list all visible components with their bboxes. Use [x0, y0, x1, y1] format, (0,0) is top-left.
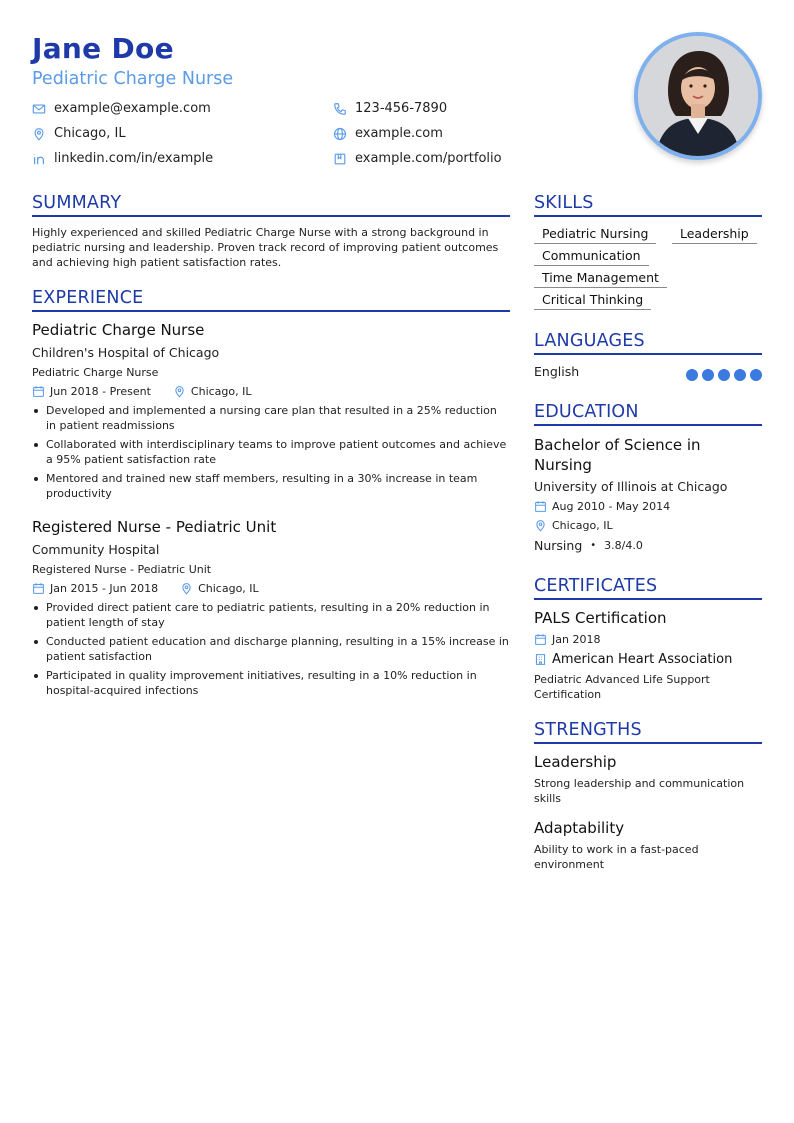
globe-icon	[333, 127, 347, 141]
contact-phone[interactable]	[333, 101, 447, 116]
certificate-description: Pediatric Advanced Life Support Certification	[534, 673, 710, 701]
summary-text: Highly experienced and skilled Pediatric Charge Nurse with a strong background in pediatric nursing and leadership. Proven track record of improving patient outcomes and achieving high patient satisfaction rates.	[32, 226, 499, 269]
contact-portfolio[interactable]	[333, 151, 502, 166]
bookmark-icon	[333, 152, 347, 166]
strength-text: Ability to work in a fast-paced environment	[534, 843, 699, 871]
job-dates: Jan 2015 - Jun 2018	[50, 582, 159, 595]
education-gpa: 3.8/4.0	[604, 539, 643, 552]
job-position: Registered Nurse - Pediatric Unit	[32, 563, 212, 576]
job-title: Registered Nurse - Pediatric Unit	[32, 518, 277, 536]
certificate-date: Jan 2018	[552, 633, 601, 646]
skill-tag: Pediatric Nursing	[534, 226, 656, 244]
location-text: Chicago, IL	[54, 126, 126, 141]
contact-email[interactable]	[32, 101, 211, 116]
location-pin-icon	[173, 385, 186, 398]
list-item: Provided direct patient care to pediatric patients, resulting in a 20% reduction in patient length of stay	[32, 600, 510, 630]
education-field-row	[534, 538, 643, 553]
skill-tag: Time Management	[534, 270, 667, 288]
list-item: Collaborated with interdisciplinary teams to improve patient outcomes and achieve a 95% patient satisfaction rate	[32, 437, 510, 467]
education-dates: Aug 2010 - May 2014	[552, 500, 671, 513]
level-dot	[702, 369, 714, 381]
level-dot	[686, 369, 698, 381]
certificate-name: PALS Certification	[534, 609, 667, 627]
job-title: Pediatric Charge Nurse	[32, 321, 205, 339]
profile-portrait-illustration	[638, 36, 758, 156]
job-location: Chicago, IL	[190, 385, 252, 398]
education-location-row	[534, 519, 613, 532]
skill-tag: Leadership	[672, 226, 757, 244]
location-pin-icon	[180, 582, 193, 595]
experience-heading: EXPERIENCE	[32, 288, 510, 312]
phone-icon	[333, 102, 347, 116]
separator-dot: •	[590, 540, 597, 551]
level-dot	[750, 369, 762, 381]
phone-text: 123-456-7890	[355, 101, 448, 116]
education-heading: EDUCATION	[534, 402, 762, 426]
candidate-name: Jane Doe	[32, 32, 174, 65]
languages-heading: LANGUAGES	[534, 331, 762, 355]
contact-website[interactable]	[333, 126, 443, 141]
job-company: Children's Hospital of Chicago	[32, 345, 220, 360]
education-degree: Bachelor of Science in Nursing	[534, 436, 701, 474]
website-text: example.com	[355, 126, 443, 141]
location-pin-icon	[32, 127, 46, 141]
job-company: Community Hospital	[32, 542, 160, 557]
certificates-heading: CERTIFICATES	[534, 576, 762, 600]
list-item: Conducted patient education and discharge planning, resulting in a 15% increase in patient satisfaction	[32, 634, 510, 664]
candidate-title: Pediatric Charge Nurse	[32, 69, 234, 89]
list-item: Developed and implemented a nursing care plan that resulted in a 25% reduction in patient readmissions	[32, 403, 510, 433]
job-bullets	[32, 403, 510, 505]
calendar-icon	[32, 385, 45, 398]
linkedin-text: linkedin.com/in/example	[54, 151, 214, 166]
email-text: example@example.com	[54, 101, 211, 116]
skill-tag: Critical Thinking	[534, 292, 651, 310]
list-item: Mentored and trained new staff members, resulting in a 30% increase in team productivity	[32, 471, 510, 501]
building-icon	[534, 653, 547, 666]
certificate-issuer: American Heart Association	[552, 652, 733, 667]
job-meta	[32, 385, 252, 398]
location-pin-icon	[534, 519, 547, 532]
calendar-icon	[32, 582, 45, 595]
linkedin-icon	[32, 152, 46, 166]
level-dot	[718, 369, 730, 381]
strength-text: Strong leadership and communication skills	[534, 777, 745, 805]
contact-linkedin[interactable]	[32, 151, 213, 166]
list-item: Participated in quality improvement initiatives, resulting in a 10% reduction in hospital-acquired infections	[32, 668, 510, 698]
certificate-issuer-row	[534, 652, 732, 667]
skill-tag: Communication	[534, 248, 649, 266]
certificate-date-row	[534, 633, 600, 646]
job-position: Pediatric Charge Nurse	[32, 366, 159, 379]
strengths-heading: STRENGTHS	[534, 720, 762, 744]
job-bullets	[32, 600, 510, 702]
strength-title: Adaptability	[534, 819, 625, 837]
job-location: Chicago, IL	[198, 582, 259, 595]
education-field: Nursing	[534, 538, 583, 553]
education-dates-row	[534, 500, 670, 513]
job-meta	[32, 582, 259, 595]
calendar-icon	[534, 633, 547, 646]
education-school: University of Illinois at Chicago	[534, 479, 728, 494]
strength-title: Leadership	[534, 753, 617, 771]
education-location: Chicago, IL	[552, 519, 613, 532]
level-dot	[734, 369, 746, 381]
summary-heading: SUMMARY	[32, 193, 510, 217]
language-level-dots	[686, 369, 762, 381]
contact-location	[32, 126, 126, 141]
portfolio-text: example.com/portfolio	[355, 151, 502, 166]
profile-photo	[634, 32, 762, 160]
job-dates: Jun 2018 - Present	[50, 385, 151, 398]
language-name: English	[534, 364, 580, 379]
calendar-icon	[534, 500, 547, 513]
skills-heading: SKILLS	[534, 193, 762, 217]
envelope-icon	[32, 102, 46, 116]
